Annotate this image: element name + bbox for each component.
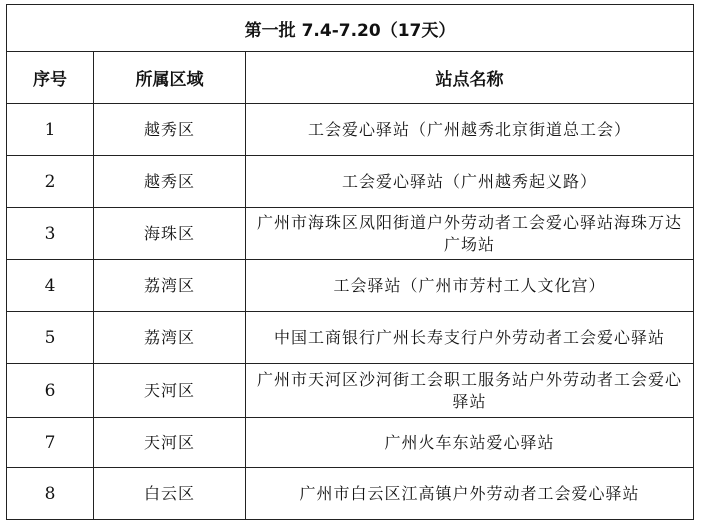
table-row <box>7 208 694 260</box>
row-district: 越秀区 <box>94 156 246 208</box>
station-table <box>6 4 694 520</box>
header-number: 序号 <box>7 52 94 104</box>
row-district: 越秀区 <box>94 104 246 156</box>
row-station-name: 工会驿站（广州市芳村工人文化宫） <box>246 260 694 312</box>
row-number: 1 <box>7 104 94 156</box>
row-district: 海珠区 <box>94 208 246 260</box>
row-number: 3 <box>7 208 94 260</box>
header-station-name: 站点名称 <box>246 52 694 104</box>
row-district: 天河区 <box>94 418 246 468</box>
table-row <box>7 418 694 468</box>
header-row <box>7 52 694 104</box>
row-station-name: 广州火车东站爱心驿站 <box>246 418 694 468</box>
table-row <box>7 364 694 418</box>
row-number: 8 <box>7 468 94 520</box>
row-station-name: 广州市海珠区凤阳街道户外劳动者工会爱心驿站海珠万达广场站 <box>246 208 694 260</box>
table-row <box>7 312 694 364</box>
row-station-name: 中国工商银行广州长寿支行户外劳动者工会爱心驿站 <box>246 312 694 364</box>
row-number: 7 <box>7 418 94 468</box>
row-number: 4 <box>7 260 94 312</box>
row-district: 荔湾区 <box>94 260 246 312</box>
row-number: 6 <box>7 364 94 418</box>
table-row <box>7 156 694 208</box>
row-station-name: 广州市白云区江高镇户外劳动者工会爱心驿站 <box>246 468 694 520</box>
row-station-name: 广州市天河区沙河街工会职工服务站户外劳动者工会爱心驿站 <box>246 364 694 418</box>
table-row <box>7 260 694 312</box>
row-number: 2 <box>7 156 94 208</box>
row-station-name: 工会爱心驿站（广州越秀起义路） <box>246 156 694 208</box>
table-row <box>7 468 694 520</box>
row-district: 白云区 <box>94 468 246 520</box>
row-station-name: 工会爱心驿站（广州越秀北京街道总工会） <box>246 104 694 156</box>
header-district: 所属区域 <box>94 52 246 104</box>
row-number: 5 <box>7 312 94 364</box>
row-district: 荔湾区 <box>94 312 246 364</box>
table-row <box>7 104 694 156</box>
row-district: 天河区 <box>94 364 246 418</box>
table-title: 第一批 7.4-7.20（17天） <box>7 5 694 52</box>
